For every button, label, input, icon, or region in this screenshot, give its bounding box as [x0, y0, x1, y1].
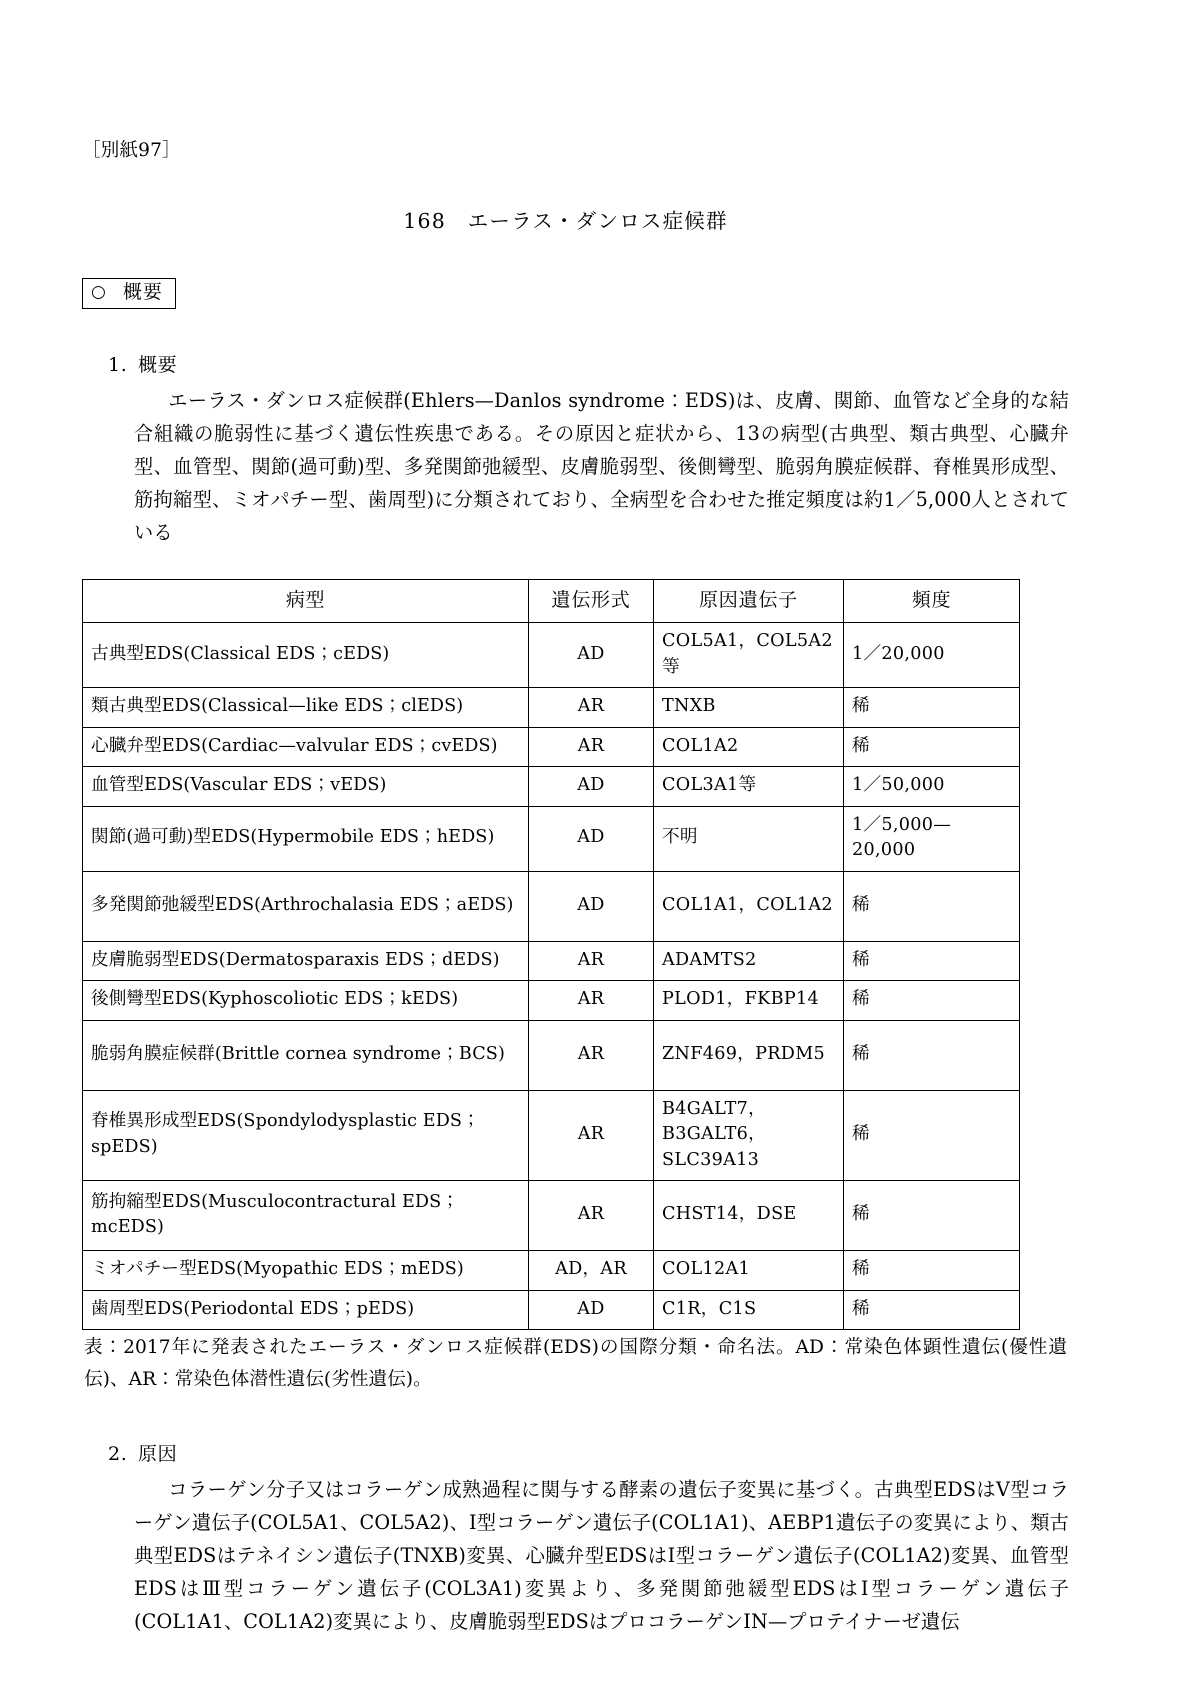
circle-marker-icon: ○	[91, 282, 107, 303]
cell-frequency: 1／5,000—20,000	[844, 806, 1020, 871]
table-caption: 表：2017年に発表されたエーラス・ダンロス症候群(EDS)の国際分類・命名法。AD：常染色体顕性遺伝(優性遺伝)、AR：常染色体潜性遺伝(劣性遺伝)。	[84, 1337, 1067, 1391]
table-row	[83, 871, 1020, 941]
cell-type: 歯周型EDS(Periodontal EDS；pEDS)	[83, 1290, 529, 1330]
cell-gene: ADAMTS2	[654, 941, 844, 981]
column-header-type: 病型	[83, 579, 529, 623]
cell-inheritance: AR	[529, 1090, 654, 1181]
table-header-row	[83, 579, 1020, 623]
cell-frequency: 稀	[844, 1181, 1020, 1251]
subsection-number-1: 1.	[108, 354, 128, 377]
cell-inheritance: AR	[529, 1020, 654, 1090]
cell-gene: 不明	[654, 806, 844, 871]
section1-body-text: エーラス・ダンロス症候群(Ehlers—Danlos syndrome：EDS)は、皮膚、関節、血管など全身的な結合組織の脆弱性に基づく遺伝性疾患である。その原因と症状から、13の病型(古典型、類古典型、心臓弁型、血管型、関節(過可動)型、多発関節弛緩型、皮膚脆弱型、後側彎型、脆弱角膜症候群、脊椎異形成型、筋拘縮型、ミオパチー型、歯周型)に分類されており、全病型を合わせた推定頻度は約1／5,000人とされている	[134, 388, 1069, 544]
cell-type: 古典型EDS(Classical EDS；cEDS)	[83, 623, 529, 688]
cell-frequency: 稀	[844, 1090, 1020, 1181]
cell-gene: B4GALT7，B3GALT6，SLC39A13	[654, 1090, 844, 1181]
attachment-label: ［別紙97］	[82, 140, 181, 161]
cell-type: 脊椎異形成型EDS(Spondylodysplastic EDS；spEDS)	[83, 1090, 529, 1181]
subsection-heading-1	[82, 351, 1069, 380]
section2-body-text: コラーゲン分子又はコラーゲン成熟過程に関与する酵素の遺伝子変異に基づく。古典型EDSはV型コラーゲン遺伝子(COL5A1、COL5A2)、Ⅰ型コラーゲン遺伝子(COL1A1)、AEBP1遺伝子の変異により、類古典型EDSはテネイシン遺伝子(TNXB)変異、心臓弁型EDSはⅠ型コラーゲン遺伝子(COL1A2)変異、血管型EDSはⅢ型コラーゲン遺伝子(COL3A1)変異より、多発関節弛緩型EDSはⅠ型コラーゲン遺伝子(COL1A1、COL1A2)変異により、皮膚脆弱型EDSはプロコラーゲンⅠN—プロテイナーゼ遺伝	[134, 1477, 1069, 1633]
cell-type: 血管型EDS(Vascular EDS；vEDS)	[83, 767, 529, 807]
cell-frequency: 稀	[844, 1251, 1020, 1291]
subsection-heading-2	[82, 1440, 1069, 1469]
cell-type: ミオパチー型EDS(Myopathic EDS；mEDS)	[83, 1251, 529, 1291]
page-title: 168 エーラス・ダンロス症候群	[403, 209, 728, 234]
cell-type: 関節(過可動)型EDS(Hypermobile EDS；hEDS)	[83, 806, 529, 871]
cell-inheritance: AD	[529, 623, 654, 688]
cell-frequency: 稀	[844, 1290, 1020, 1330]
cell-gene: COL1A2	[654, 727, 844, 767]
table-row	[83, 806, 1020, 871]
section-heading-box	[82, 278, 176, 309]
cell-gene: COL5A1，COL5A2等	[654, 623, 844, 688]
cell-inheritance: AR	[529, 941, 654, 981]
cell-type: 心臓弁型EDS(Cardiac—valvular EDS；cvEDS)	[83, 727, 529, 767]
cell-frequency: 稀	[844, 688, 1020, 728]
cell-type: 脆弱角膜症候群(Brittle cornea syndrome；BCS)	[83, 1020, 529, 1090]
cell-type: 筋拘縮型EDS(Musculocontractural EDS；mcEDS)	[83, 1181, 529, 1251]
cell-frequency: 稀	[844, 941, 1020, 981]
cell-inheritance: AR	[529, 1181, 654, 1251]
table-row	[83, 1290, 1020, 1330]
cell-frequency: 稀	[844, 1020, 1020, 1090]
cell-gene: COL1A1，COL1A2	[654, 871, 844, 941]
table-row	[83, 1020, 1020, 1090]
cell-inheritance: AD	[529, 767, 654, 807]
table-row	[83, 981, 1020, 1021]
table-row	[83, 1090, 1020, 1181]
column-header-gene: 原因遺伝子	[654, 579, 844, 623]
table-row	[83, 1181, 1020, 1251]
cell-gene: C1R，C1S	[654, 1290, 844, 1330]
cell-frequency: 1／20,000	[844, 623, 1020, 688]
cell-gene: COL12A1	[654, 1251, 844, 1291]
subsection-label-2: 原因	[138, 1443, 178, 1466]
cell-type: 後側彎型EDS(Kyphoscoliotic EDS；kEDS)	[83, 981, 529, 1021]
cell-frequency: 稀	[844, 981, 1020, 1021]
cell-inheritance: AR	[529, 727, 654, 767]
cell-gene: CHST14，DSE	[654, 1181, 844, 1251]
cell-gene: COL3A1等	[654, 767, 844, 807]
eds-classification-table	[82, 579, 1020, 1331]
table-row	[83, 941, 1020, 981]
table-row	[83, 1251, 1020, 1291]
cell-inheritance: AR	[529, 981, 654, 1021]
cell-frequency: 1／50,000	[844, 767, 1020, 807]
subsection-label-1: 概要	[138, 354, 178, 377]
cell-inheritance: AD	[529, 871, 654, 941]
cell-gene: ZNF469，PRDM5	[654, 1020, 844, 1090]
cell-frequency: 稀	[844, 727, 1020, 767]
cell-inheritance: AD	[529, 1290, 654, 1330]
subsection-number-2: 2.	[108, 1443, 128, 1466]
cell-type: 類古典型EDS(Classical—like EDS；clEDS)	[83, 688, 529, 728]
cell-inheritance: AD，AR	[529, 1251, 654, 1291]
section2-body	[82, 1473, 1069, 1638]
cell-type: 多発関節弛緩型EDS(Arthrochalasia EDS；aEDS)	[83, 871, 529, 941]
section1-body	[82, 384, 1069, 549]
cell-inheritance: AR	[529, 688, 654, 728]
table-row	[83, 623, 1020, 688]
column-header-inheritance: 遺伝形式	[529, 579, 654, 623]
cell-inheritance: AD	[529, 806, 654, 871]
column-header-frequency: 頻度	[844, 579, 1020, 623]
table-row	[83, 767, 1020, 807]
table-row	[83, 727, 1020, 767]
cell-frequency: 稀	[844, 871, 1020, 941]
section-heading-label: 概要	[122, 281, 163, 304]
cell-gene: TNXB	[654, 688, 844, 728]
cell-type: 皮膚脆弱型EDS(Dermatosparaxis EDS；dEDS)	[83, 941, 529, 981]
table-row	[83, 688, 1020, 728]
cell-gene: PLOD1，FKBP14	[654, 981, 844, 1021]
